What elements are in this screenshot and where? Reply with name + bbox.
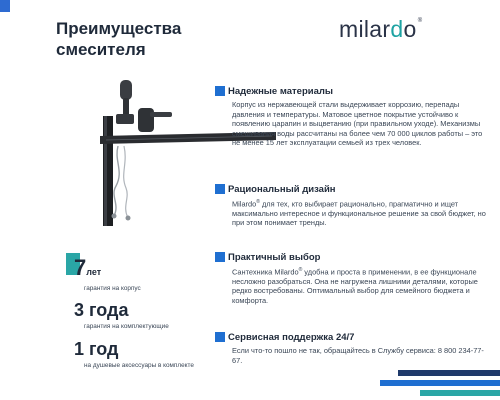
feature-design xyxy=(220,184,490,228)
square-marker-icon xyxy=(215,184,225,194)
logo-text-main: milar xyxy=(339,16,391,42)
brand-logo xyxy=(339,16,423,43)
registered-mark: ® xyxy=(298,267,303,273)
feature-title: Сервисная поддержка 24/7 xyxy=(228,332,355,343)
shower-head-icon xyxy=(120,80,132,100)
stat-caption: на душевые аксессуары в комплекте xyxy=(84,362,194,369)
stat-warranty-body xyxy=(74,256,141,293)
page-title: Преимущества смесителя xyxy=(56,19,182,59)
feature-title: Практичный выбор xyxy=(228,252,321,263)
feature-text-before: Сантехника Milardo xyxy=(232,267,299,277)
feature-text-after: удобна и проста в применении, в ее функционале несложно разобраться. Она не нагружена лишними деталями, которые редко востребованы. Оптимальный выбор для семейного бюджета и комфорта. xyxy=(232,267,478,305)
feature-text xyxy=(232,266,490,305)
corner-accent xyxy=(0,0,10,12)
stat-value: 7лет xyxy=(74,255,102,280)
stat-value: 3 года xyxy=(74,300,129,320)
logo-registered-mark: ® xyxy=(417,18,423,24)
square-marker-icon xyxy=(215,86,225,96)
brand-name: Milardo xyxy=(232,199,257,209)
feature-text: Корпус из нержавеющей стали выдерживает коррозию, перепады давления и температуры. Матовое цветное покрытие устойчиво к появлению царапин и выцветанию (при правильном уходе). Механизмы смешивания воды рассчитаны на более чем 70 000 циклов работы – это не менее 15 лет эксплуатации семьей из трех человек. xyxy=(232,100,483,147)
square-marker-icon xyxy=(215,252,225,262)
feature-text-body: для тех, кто выбирает рационально, прагматично и ищет максимально интересное и функциональное решение за свой бюджет, но при этом понимает тренды. xyxy=(232,199,486,228)
feature-support xyxy=(220,332,490,365)
feature-text xyxy=(232,198,490,228)
logo-text-accent: d xyxy=(390,16,404,42)
stat-value: 1 год xyxy=(74,339,119,359)
square-marker-icon xyxy=(215,332,225,342)
feature-practical xyxy=(220,252,490,305)
mixer-body-icon xyxy=(138,108,154,132)
feature-title: Рациональный дизайн xyxy=(228,184,336,195)
registered-mark: ® xyxy=(256,199,260,205)
stat-caption: гарантия на корпус xyxy=(84,285,141,292)
feature-text: Если что-то пошло не так, обращайтесь в Службу сервиса: 8 800 234-77-67. xyxy=(232,346,484,365)
logo-text-tail: o xyxy=(403,16,417,42)
feature-materials xyxy=(220,86,490,148)
stat-unit: лет xyxy=(86,267,102,277)
stat-caption: гарантия на комплектующие xyxy=(84,323,169,330)
decorative-bars xyxy=(380,362,500,400)
feature-title: Надежные материалы xyxy=(228,86,334,97)
stat-warranty-parts xyxy=(74,298,169,331)
stat-warranty-accessories xyxy=(74,337,194,370)
